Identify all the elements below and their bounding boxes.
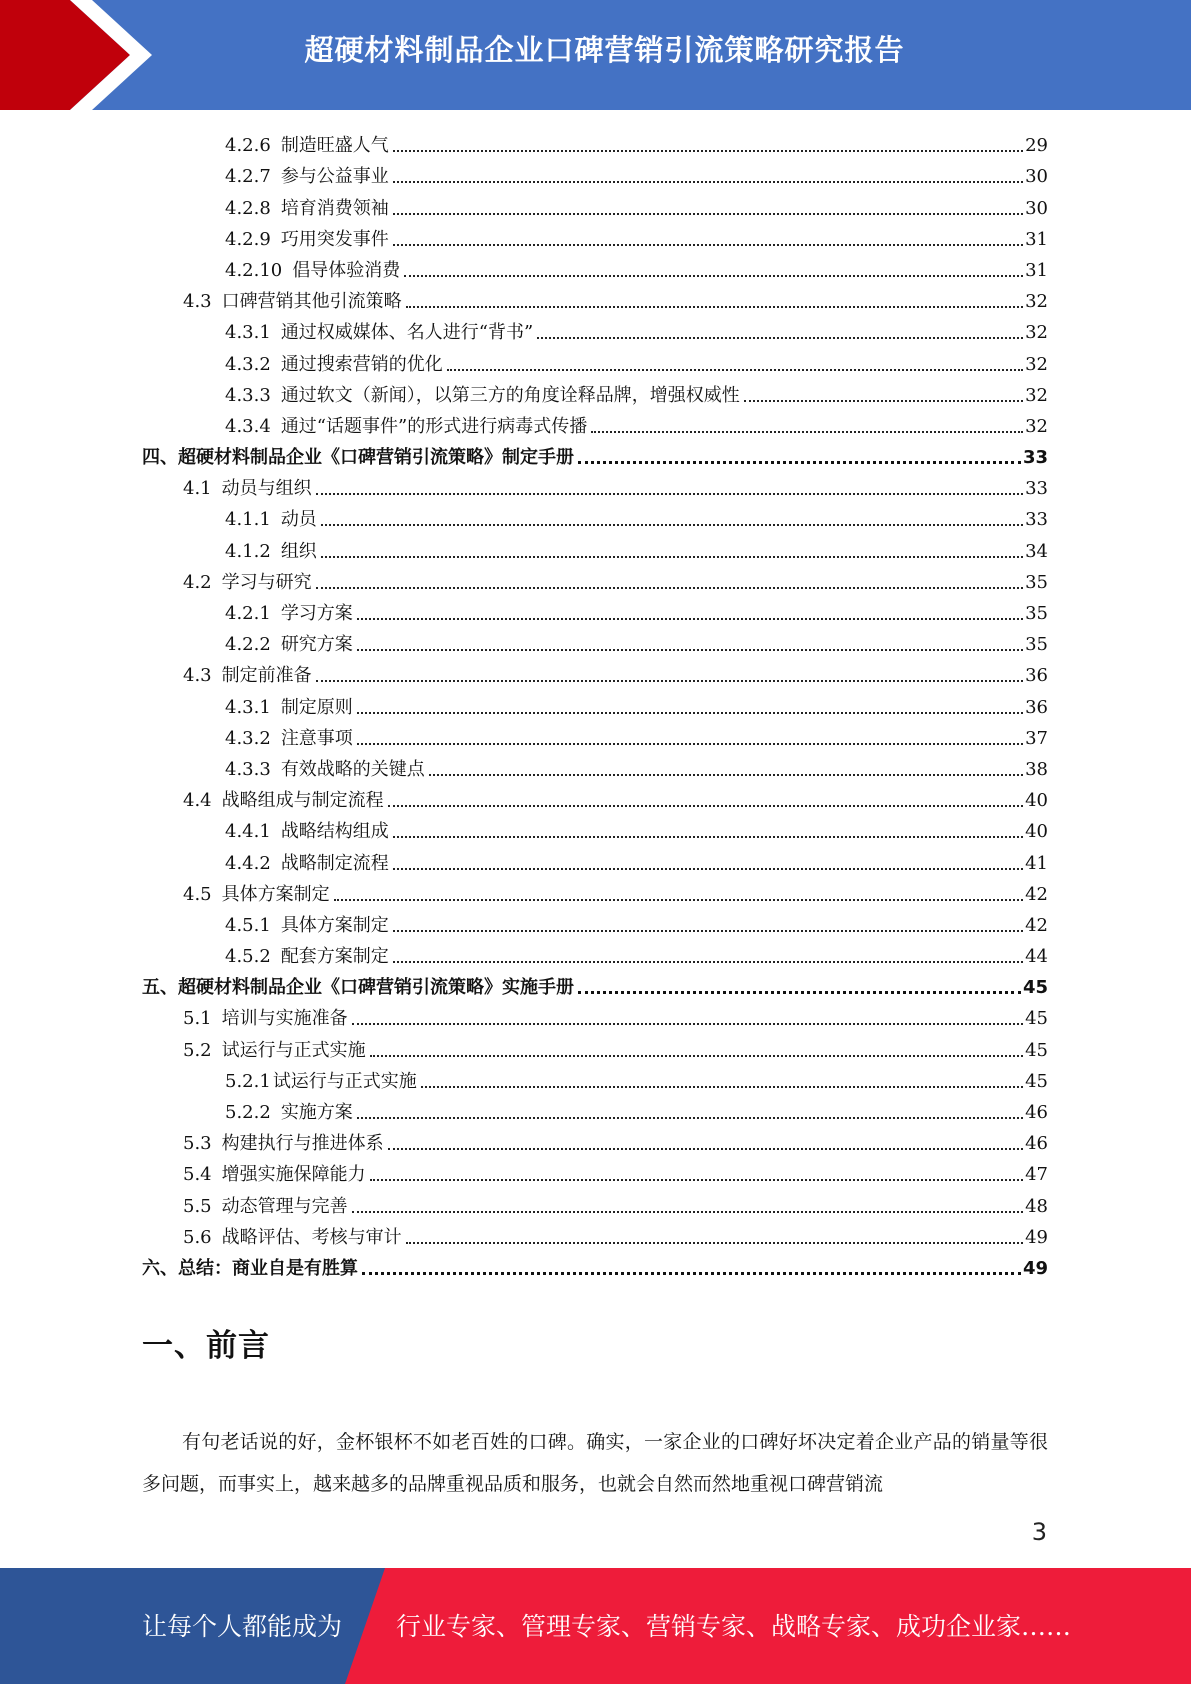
toc-entry-label: 动态管理与完善 [221,1195,348,1217]
toc-entry-label: 动员 [280,509,317,531]
toc-entry[interactable] [142,907,1048,938]
toc-entry-label: 增强实施保障能力 [221,1164,366,1186]
toc-entry[interactable] [142,1250,1048,1281]
toc-entry-page: 40 [1025,790,1048,812]
toc-entry-label: 构建执行与推进体系 [221,1133,384,1155]
toc-entry[interactable] [142,1219,1048,1250]
toc-entry-label: 战略组成与制定流程 [221,790,384,812]
toc-entry-number: 4.3.4 [225,415,271,437]
toc-entry-page: 37 [1025,727,1048,749]
toc-dot-leader [393,961,1023,963]
toc-dot-leader [316,680,1023,682]
toc-entry-label: 战略结构组成 [280,821,389,843]
toc-entry-label: 制造旺盛人气 [280,135,389,157]
toc-entry-label: 制定前准备 [221,665,312,687]
toc-entry-label: 具体方案制定 [221,883,330,905]
toc-entry-page: 30 [1025,197,1048,219]
toc-entry-label: 四、超硬材料制品企业《口碑营销引流策略》制定手册 [142,447,574,469]
toc-dot-leader [321,556,1023,558]
toc-entry-page: 33 [1022,447,1048,469]
toc-entry[interactable] [142,1000,1048,1031]
toc-entry[interactable] [142,377,1048,408]
toc-entry-label: 学习与研究 [221,571,312,593]
toc-entry-number: 5.2 [183,1039,212,1061]
toc-entry-label: 学习方案 [280,603,353,624]
toc-entry-label: 六、总结：商业自是有胜算 [142,1257,358,1279]
toc-entry-page: 30 [1025,166,1048,188]
toc-dot-leader [316,493,1023,495]
toc-dot-leader [357,1117,1023,1119]
toc-entry-label: 研究方案 [280,634,353,656]
toc-dot-leader [393,213,1023,215]
toc-entry-page: 31 [1025,259,1048,281]
toc-entry-number: 5.5 [183,1195,212,1217]
toc-dot-leader [429,774,1023,776]
toc-entry-page: 32 [1025,291,1048,313]
toc-dot-leader [744,400,1023,402]
toc-entry-number: 5.2.1 [225,1070,271,1092]
toc-dot-leader [406,306,1023,308]
toc-entry[interactable] [142,876,1048,907]
toc-entry-number: 4.2.9 [225,228,271,250]
toc-entry-label: 实施方案 [280,1102,353,1123]
toc-entry-number: 4.2.6 [225,135,271,157]
toc-entry-number: 4.2.8 [225,197,271,219]
toc-entry[interactable] [142,1063,1048,1094]
toc-dot-leader [578,991,1021,994]
toc-dot-leader [447,369,1023,371]
toc-dot-leader [357,618,1023,620]
toc-dot-leader [370,1055,1023,1057]
toc-dot-leader [388,1148,1023,1150]
toc-entry-page: 49 [1025,1226,1048,1248]
footer-slogan-right: 行业专家、管理专家、营销专家、战略专家、成功企业家…… [396,1612,1072,1641]
page-number: 3 [1031,1518,1047,1546]
toc-entry-number: 4.4 [183,790,212,812]
toc-entry-page: 29 [1025,135,1048,157]
toc-entry[interactable] [142,314,1048,345]
toc-entry-number: 4.2.7 [225,166,271,188]
toc-entry-page: 41 [1025,852,1048,874]
toc-entry-number: 4.5.2 [225,946,271,968]
toc-entry[interactable] [142,1094,1048,1125]
toc-entry[interactable] [142,189,1048,220]
toc-entry-label: 具体方案制定 [280,914,389,936]
toc-entry-page: 33 [1025,478,1048,500]
toc-entry-number: 4.2.10 [225,259,283,281]
toc-dot-leader [370,1179,1023,1181]
toc-dot-leader [421,1086,1023,1088]
toc-entry-page: 35 [1025,634,1048,656]
toc-entry-label: 巧用突发事件 [280,228,389,250]
toc-entry-number: 4.2.2 [225,634,271,656]
paragraph: 有句老话说的好，金杯银杯不如老百姓的口碑。确实，一家企业的口碑好坏决定着企业产品的销量等很多问题，而事实上，越来越多的品牌重视品质和服务，也就会自然而然地重视口碑营销流 [142,1431,1048,1495]
toc-entry[interactable] [142,564,1048,595]
toc-entry-number: 4.3.3 [225,758,271,780]
toc-entry-page: 36 [1025,696,1048,718]
toc-entry-page: 46 [1025,1133,1048,1155]
toc-entry[interactable] [142,969,1048,1000]
toc-entry[interactable] [142,626,1048,657]
toc-entry-label: 参与公益事业 [280,166,389,188]
toc-entry[interactable] [142,720,1048,751]
toc-entry[interactable] [142,1125,1048,1156]
toc-entry-number: 4.3 [183,291,212,313]
toc-entry[interactable] [142,1187,1048,1218]
page-header [0,0,1191,110]
toc-entry-label: 试运行与正式实施 [221,1039,366,1061]
toc-entry-page: 48 [1025,1195,1048,1217]
toc-dot-leader [334,899,1023,901]
toc-entry-number: 4.4.2 [225,852,271,874]
toc-entry-number: 4.5.1 [225,914,271,936]
toc-entry-label: 通过搜索营销的优化 [280,353,443,375]
toc-dot-leader [357,712,1023,714]
toc-entry-label: 倡导体验消费 [292,259,401,281]
toc-entry-label: 通过“话题事件”的形式进行病毒式传播 [280,415,588,437]
toc-entry-label: 培育消费领袖 [280,197,389,219]
toc-dot-leader [362,1272,1021,1275]
toc-entry[interactable] [142,1031,1048,1062]
toc-dot-leader [393,181,1023,183]
toc-entry-number: 4.2.1 [225,603,271,624]
toc-entry-page: 33 [1025,509,1048,531]
toc-dot-leader [393,868,1023,870]
toc-entry-page: 32 [1025,353,1048,375]
toc-entry-label: 注意事项 [280,727,353,749]
toc-entry-page: 40 [1025,821,1048,843]
toc-dot-leader [393,244,1023,246]
toc-entry-label: 试运行与正式实施 [272,1070,417,1092]
toc-entry-page: 49 [1022,1257,1048,1279]
toc-dot-leader [321,524,1023,526]
toc-entry-page: 31 [1025,228,1048,250]
toc-entry-number: 4.4.1 [225,821,271,843]
toc-entry-label: 战略制定流程 [280,852,389,874]
toc-dot-leader [357,743,1023,745]
toc-entry-label: 制定原则 [280,696,353,718]
toc-entry[interactable] [142,470,1048,501]
toc-entry-page: 35 [1025,603,1048,624]
toc-entry-page: 38 [1025,758,1048,780]
toc-entry-number: 4.1 [183,478,212,500]
footer-slogan-left: 让每个人都能成为 [142,1612,343,1641]
toc-entry[interactable] [142,501,1048,532]
toc-entry-page: 32 [1025,415,1048,437]
toc-entry-number: 5.1 [183,1008,212,1030]
toc-entry[interactable] [142,938,1048,969]
toc-entry-number: 4.3 [183,665,212,687]
toc-entry-number: 4.2 [183,571,212,593]
toc-entry[interactable] [142,782,1048,813]
toc-entry[interactable] [142,158,1048,189]
toc-dot-leader [404,275,1023,277]
toc-entry-number: 4.3.3 [225,384,271,406]
toc-entry[interactable] [142,813,1048,844]
toc-entry-number: 5.2.2 [225,1102,271,1123]
toc-dot-leader [393,836,1023,838]
toc-entry-page: 32 [1025,322,1048,344]
toc-entry-label: 五、超硬材料制品企业《口碑营销引流策略》实施手册 [142,977,574,999]
toc-entry[interactable] [142,688,1048,719]
toc-entry[interactable] [142,532,1048,563]
toc-entry-page: 45 [1025,1070,1048,1092]
toc-dot-leader [352,1211,1023,1213]
toc-entry[interactable] [142,844,1048,875]
toc-entry-number: 4.1.2 [225,540,271,562]
toc-entry-label: 组织 [280,540,317,562]
toc-entry[interactable] [142,751,1048,782]
toc-dot-leader [316,587,1023,589]
toc-entry-page: 34 [1025,540,1048,562]
toc-entry-label: 通过权威媒体、名人进行“背书” [280,322,534,344]
toc-entry-page: 47 [1025,1164,1048,1186]
toc-entry-page: 45 [1025,1039,1048,1061]
toc-entry-label: 配套方案制定 [280,946,389,968]
toc-entry-number: 5.3 [183,1133,212,1155]
toc-entry-page: 42 [1025,914,1048,936]
toc-entry-page: 46 [1025,1102,1048,1123]
toc-entry-label: 口碑营销其他引流策略 [221,291,402,313]
toc-entry[interactable] [142,283,1048,314]
toc-dot-leader [352,1023,1023,1025]
section-title: 一、前言 [142,1328,270,1364]
toc-entry-label: 战略评估、考核与审计 [221,1226,402,1248]
toc-entry[interactable] [142,252,1048,283]
page-footer [0,1568,1191,1684]
toc-entry-page: 42 [1025,883,1048,905]
toc-entry[interactable] [142,439,1048,470]
toc-entry-page: 36 [1025,665,1048,687]
toc-entry[interactable] [142,408,1048,439]
toc-dot-leader [537,337,1023,339]
toc-dot-leader [578,461,1021,464]
toc-entry[interactable] [142,221,1048,252]
toc-entry-page: 32 [1025,384,1048,406]
toc-entry-number: 4.5 [183,883,212,905]
toc-entry-label: 培训与实施准备 [221,1008,348,1030]
body-text [142,1421,1048,1505]
toc-entry[interactable] [142,1156,1048,1187]
table-of-contents [142,127,1048,1281]
header-title: 超硬材料制品企业口碑营销引流策略研究报告 [304,33,905,67]
toc-entry-label: 有效战略的关键点 [280,758,425,780]
toc-dot-leader [591,431,1023,433]
toc-entry-page: 45 [1022,977,1048,999]
toc-entry-number: 4.3.2 [225,727,271,749]
toc-entry[interactable] [142,595,1048,626]
toc-dot-leader [388,805,1023,807]
toc-entry[interactable] [142,127,1048,158]
toc-entry-page: 44 [1025,946,1048,968]
toc-entry-label: 动员与组织 [221,478,312,500]
toc-dot-leader [393,150,1023,152]
toc-dot-leader [406,1242,1023,1244]
toc-entry-number: 4.3.1 [225,696,271,718]
toc-entry-page: 45 [1025,1008,1048,1030]
toc-entry-page: 35 [1025,571,1048,593]
toc-entry-label: 通过软文（新闻），以第三方的角度诠释品牌，增强权威性 [280,384,740,406]
toc-entry-number: 5.4 [183,1164,212,1186]
toc-entry-number: 4.3.1 [225,322,271,344]
toc-entry[interactable] [142,657,1048,688]
toc-dot-leader [393,930,1023,932]
toc-entry-number: 4.3.2 [225,353,271,375]
toc-dot-leader [357,649,1023,651]
toc-entry-number: 4.1.1 [225,509,271,531]
toc-entry[interactable] [142,345,1048,376]
toc-entry-number: 5.6 [183,1226,212,1248]
